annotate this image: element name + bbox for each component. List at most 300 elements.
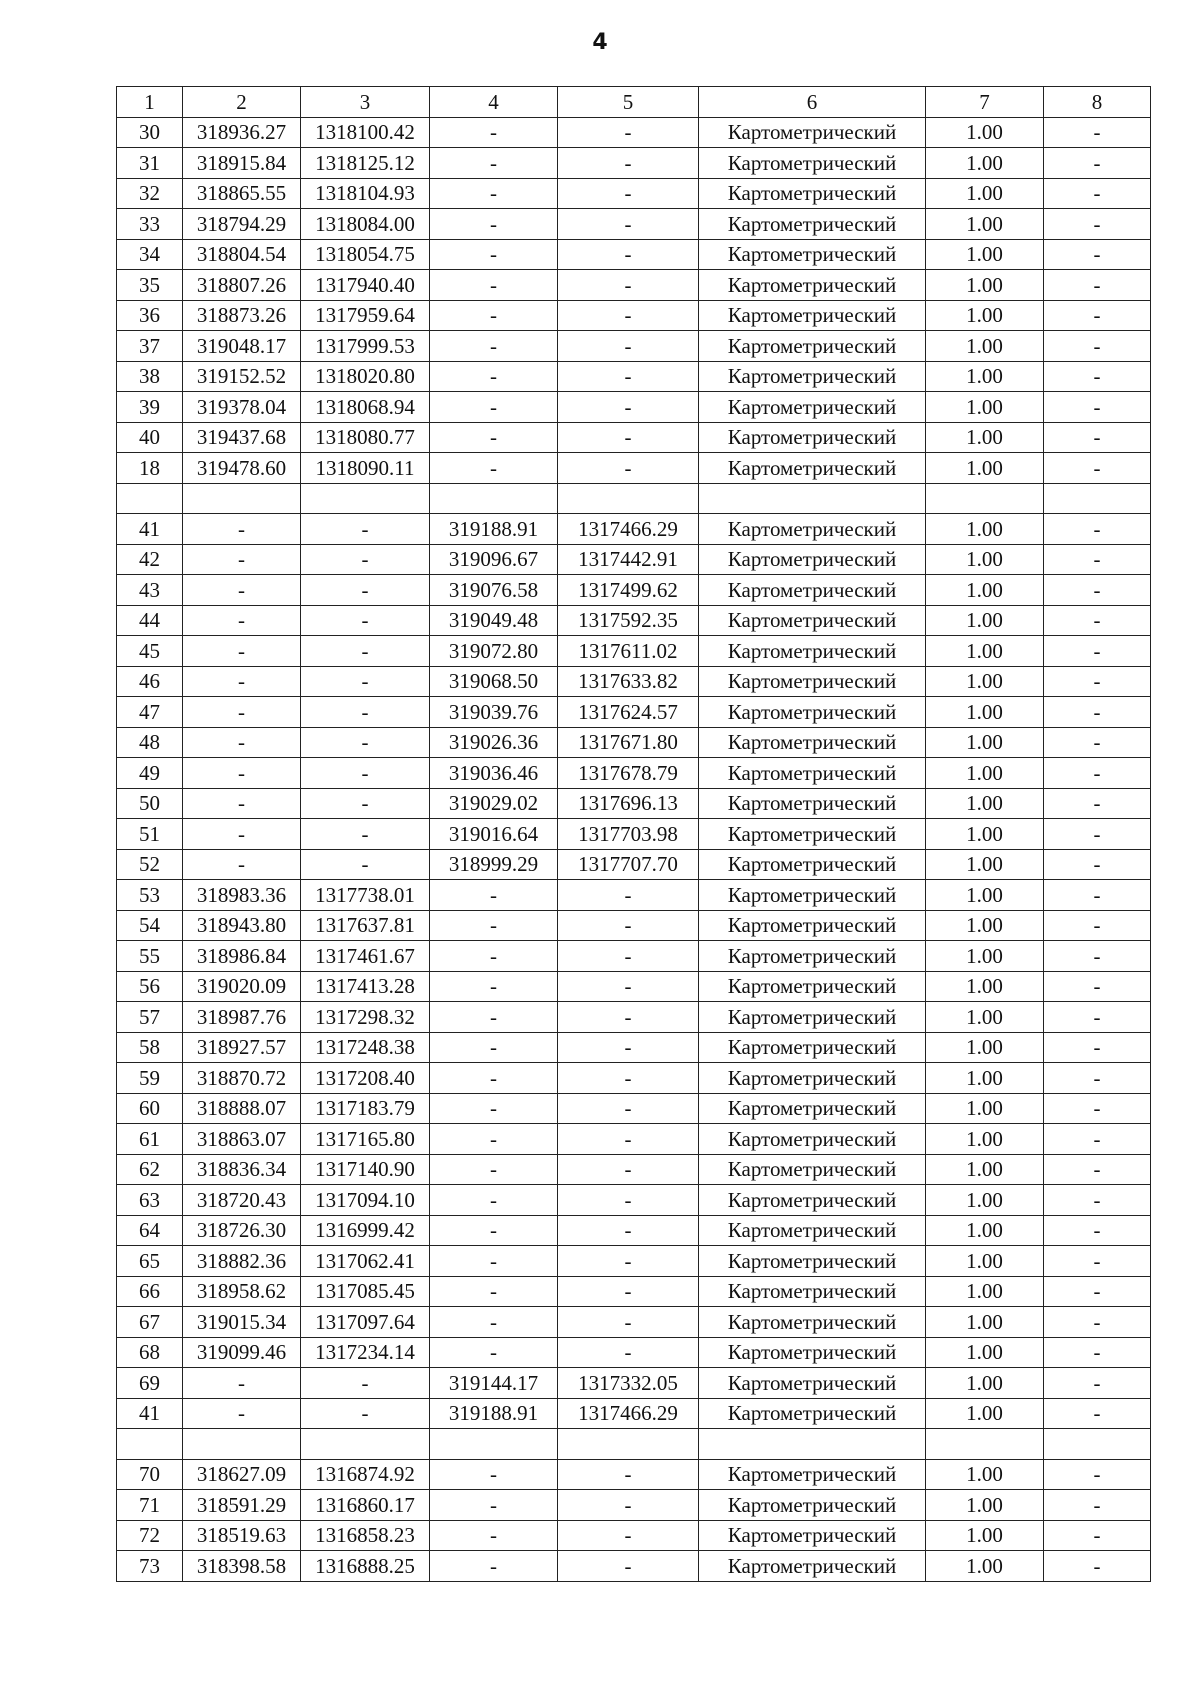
table-row xyxy=(117,1520,1151,1551)
table-cell xyxy=(183,483,301,514)
table-cell: 319096.67 xyxy=(430,544,558,575)
table-cell: - xyxy=(430,1032,558,1063)
table-cell xyxy=(301,483,430,514)
table-cell: 1.00 xyxy=(926,1307,1044,1338)
table-row xyxy=(117,1337,1151,1368)
table-cell: 1.00 xyxy=(926,1551,1044,1582)
table-cell: Картометрический xyxy=(699,1398,926,1429)
table-cell: - xyxy=(558,1551,699,1582)
table-cell: 1317707.70 xyxy=(558,849,699,880)
table-row xyxy=(117,758,1151,789)
table-cell: - xyxy=(183,605,301,636)
table-cell: - xyxy=(301,1368,430,1399)
table-cell: 1318020.80 xyxy=(301,361,430,392)
table-cell: 1317592.35 xyxy=(558,605,699,636)
table-cell: - xyxy=(430,941,558,972)
table-cell: - xyxy=(1044,666,1151,697)
table-cell: 1.00 xyxy=(926,1368,1044,1399)
table-cell: 1318054.75 xyxy=(301,239,430,270)
table-cell: 318627.09 xyxy=(183,1459,301,1490)
table-cell: 52 xyxy=(117,849,183,880)
table-cell: - xyxy=(301,1398,430,1429)
table-row xyxy=(117,880,1151,911)
table-row xyxy=(117,1246,1151,1277)
table-row xyxy=(117,727,1151,758)
table-cell: - xyxy=(430,1520,558,1551)
table-cell: - xyxy=(430,1215,558,1246)
table-cell xyxy=(1044,483,1151,514)
coordinates-table xyxy=(116,86,1151,1582)
table-cell: 1.00 xyxy=(926,453,1044,484)
table-cell: - xyxy=(430,1307,558,1338)
table-cell: - xyxy=(558,270,699,301)
table-cell: Картометрический xyxy=(699,117,926,148)
table-cell: Картометрический xyxy=(699,727,926,758)
table-cell: - xyxy=(1044,1490,1151,1521)
table-cell: 45 xyxy=(117,636,183,667)
table-cell: - xyxy=(1044,514,1151,545)
table-cell: 1.00 xyxy=(926,1215,1044,1246)
table-cell: 1318084.00 xyxy=(301,209,430,240)
table-row xyxy=(117,1368,1151,1399)
table-cell xyxy=(117,483,183,514)
table-cell: - xyxy=(558,1246,699,1277)
table-cell: - xyxy=(430,1276,558,1307)
table-cell: - xyxy=(183,819,301,850)
table-cell: 1317738.01 xyxy=(301,880,430,911)
table-cell: Картометрический xyxy=(699,1246,926,1277)
table-cell: - xyxy=(1044,1398,1151,1429)
table-cell: 59 xyxy=(117,1063,183,1094)
table-cell: 318519.63 xyxy=(183,1520,301,1551)
table-cell: 319048.17 xyxy=(183,331,301,362)
table-cell: 1317183.79 xyxy=(301,1093,430,1124)
table-cell: Картометрический xyxy=(699,178,926,209)
table-row xyxy=(117,1154,1151,1185)
table-cell: 1.00 xyxy=(926,636,1044,667)
table-cell: - xyxy=(430,1551,558,1582)
table-cell: 1317940.40 xyxy=(301,270,430,301)
header-cell: 3 xyxy=(301,87,430,118)
table-cell: - xyxy=(1044,453,1151,484)
table-cell: 72 xyxy=(117,1520,183,1551)
table-cell: - xyxy=(301,819,430,850)
table-cell: - xyxy=(1044,331,1151,362)
table-cell: - xyxy=(430,1124,558,1155)
table-cell: 1.00 xyxy=(926,1154,1044,1185)
table-row xyxy=(117,1002,1151,1033)
table-cell xyxy=(301,1429,430,1460)
table-cell xyxy=(117,1429,183,1460)
table-cell: - xyxy=(1044,270,1151,301)
table-row xyxy=(117,697,1151,728)
table-cell: - xyxy=(558,880,699,911)
table-cell: Картометрический xyxy=(699,1093,926,1124)
table-cell: 319378.04 xyxy=(183,392,301,423)
table-cell: 319144.17 xyxy=(430,1368,558,1399)
table-cell: 1.00 xyxy=(926,788,1044,819)
table-cell: - xyxy=(301,727,430,758)
table-cell: - xyxy=(430,1246,558,1277)
table-cell: - xyxy=(558,971,699,1002)
table-cell: Картометрический xyxy=(699,1276,926,1307)
table-cell: 61 xyxy=(117,1124,183,1155)
table-cell: Картометрический xyxy=(699,575,926,606)
table-cell: 70 xyxy=(117,1459,183,1490)
table-cell: 319029.02 xyxy=(430,788,558,819)
table-cell: - xyxy=(183,575,301,606)
table-cell: 319039.76 xyxy=(430,697,558,728)
table-cell: 1317959.64 xyxy=(301,300,430,331)
table-cell: - xyxy=(301,849,430,880)
table-cell: 1.00 xyxy=(926,941,1044,972)
table-cell: - xyxy=(558,1307,699,1338)
table-cell: - xyxy=(1044,209,1151,240)
table-cell: 1318125.12 xyxy=(301,148,430,179)
table-cell: 1.00 xyxy=(926,880,1044,911)
table-cell: 318927.57 xyxy=(183,1032,301,1063)
table-cell: - xyxy=(1044,239,1151,270)
table-cell: 1.00 xyxy=(926,209,1044,240)
table-cell: - xyxy=(430,239,558,270)
table-row xyxy=(117,1551,1151,1582)
header-cell: 8 xyxy=(1044,87,1151,118)
table-row xyxy=(117,117,1151,148)
table-cell: - xyxy=(558,453,699,484)
table-cell: 1317234.14 xyxy=(301,1337,430,1368)
table-cell: Картометрический xyxy=(699,1490,926,1521)
table-cell xyxy=(558,1429,699,1460)
table-cell: Картометрический xyxy=(699,1185,926,1216)
table-cell: 1.00 xyxy=(926,1032,1044,1063)
table-cell: - xyxy=(558,117,699,148)
table-cell: - xyxy=(301,666,430,697)
table-cell: 1317611.02 xyxy=(558,636,699,667)
table-cell xyxy=(699,1429,926,1460)
table-cell: - xyxy=(430,453,558,484)
table-cell: 64 xyxy=(117,1215,183,1246)
table-cell: - xyxy=(183,788,301,819)
table-cell: 1.00 xyxy=(926,605,1044,636)
table-cell: 1317461.67 xyxy=(301,941,430,972)
table-cell: 319152.52 xyxy=(183,361,301,392)
table-cell: - xyxy=(1044,361,1151,392)
table-cell: - xyxy=(430,209,558,240)
separator-row xyxy=(117,483,1151,514)
header-row xyxy=(117,87,1151,118)
table-cell: - xyxy=(1044,544,1151,575)
table-cell: - xyxy=(558,209,699,240)
table-cell: - xyxy=(1044,1063,1151,1094)
table-cell: Картометрический xyxy=(699,514,926,545)
table-row xyxy=(117,1032,1151,1063)
table-cell: - xyxy=(1044,575,1151,606)
table-cell: Картометрический xyxy=(699,941,926,972)
table-cell: 319015.34 xyxy=(183,1307,301,1338)
table-cell: - xyxy=(558,148,699,179)
table-row xyxy=(117,575,1151,606)
table-cell: 318591.29 xyxy=(183,1490,301,1521)
table-cell: 1.00 xyxy=(926,971,1044,1002)
table-row xyxy=(117,788,1151,819)
table-cell: 39 xyxy=(117,392,183,423)
table-cell: - xyxy=(558,361,699,392)
table-cell: - xyxy=(430,361,558,392)
table-cell: - xyxy=(1044,1459,1151,1490)
table-cell: - xyxy=(1044,178,1151,209)
table-cell: 1317696.13 xyxy=(558,788,699,819)
table-cell: Картометрический xyxy=(699,1215,926,1246)
table-cell: 1317466.29 xyxy=(558,1398,699,1429)
table-cell: 1.00 xyxy=(926,117,1044,148)
table-cell: 318882.36 xyxy=(183,1246,301,1277)
table-cell: 1317248.38 xyxy=(301,1032,430,1063)
table-cell: - xyxy=(301,697,430,728)
table-row xyxy=(117,239,1151,270)
table-cell: 42 xyxy=(117,544,183,575)
table-cell: 1.00 xyxy=(926,270,1044,301)
table-cell xyxy=(1044,1429,1151,1460)
table-cell: Картометрический xyxy=(699,1337,926,1368)
table-cell: 1.00 xyxy=(926,910,1044,941)
table-cell: - xyxy=(558,1337,699,1368)
table-cell: - xyxy=(430,300,558,331)
table-cell: 56 xyxy=(117,971,183,1002)
table-cell: 1.00 xyxy=(926,1337,1044,1368)
table-cell: - xyxy=(430,880,558,911)
table-cell: 319188.91 xyxy=(430,1398,558,1429)
table-header xyxy=(117,87,1151,118)
table-cell: Картометрический xyxy=(699,666,926,697)
table-cell: Картометрический xyxy=(699,270,926,301)
table-cell: 73 xyxy=(117,1551,183,1582)
table-cell: - xyxy=(558,1154,699,1185)
table-cell: - xyxy=(1044,392,1151,423)
table-row xyxy=(117,1185,1151,1216)
table-cell: - xyxy=(301,514,430,545)
table-cell: 53 xyxy=(117,880,183,911)
table-row xyxy=(117,1307,1151,1338)
table-cell: - xyxy=(430,971,558,1002)
table-cell: - xyxy=(430,148,558,179)
table-cell: Картометрический xyxy=(699,148,926,179)
table-cell: 319020.09 xyxy=(183,971,301,1002)
table-cell: - xyxy=(1044,300,1151,331)
table-cell: 318726.30 xyxy=(183,1215,301,1246)
table-cell: Картометрический xyxy=(699,239,926,270)
table-cell: - xyxy=(1044,697,1151,728)
table-cell: 47 xyxy=(117,697,183,728)
table-cell: 41 xyxy=(117,514,183,545)
table-cell: 1318080.77 xyxy=(301,422,430,453)
table-cell: - xyxy=(1044,1124,1151,1155)
table-cell: 1318100.42 xyxy=(301,117,430,148)
table-cell: Картометрический xyxy=(699,1002,926,1033)
table-row xyxy=(117,849,1151,880)
table-row xyxy=(117,178,1151,209)
table-cell: - xyxy=(183,697,301,728)
table-cell: 318943.80 xyxy=(183,910,301,941)
table-cell: - xyxy=(1044,971,1151,1002)
table-cell: - xyxy=(301,788,430,819)
table-row xyxy=(117,209,1151,240)
table-cell: 318936.27 xyxy=(183,117,301,148)
table-cell: 1.00 xyxy=(926,819,1044,850)
table-cell: - xyxy=(1044,1032,1151,1063)
table-cell: 31 xyxy=(117,148,183,179)
table-row xyxy=(117,1276,1151,1307)
table-cell: - xyxy=(558,1093,699,1124)
table-cell: - xyxy=(1044,1307,1151,1338)
table-cell: 1.00 xyxy=(926,300,1044,331)
table-cell: 1317165.80 xyxy=(301,1124,430,1155)
table-cell: 318836.34 xyxy=(183,1154,301,1185)
table-cell: 43 xyxy=(117,575,183,606)
table-cell: 1317413.28 xyxy=(301,971,430,1002)
table-cell: - xyxy=(558,300,699,331)
table-cell: - xyxy=(183,727,301,758)
table-cell: Картометрический xyxy=(699,1520,926,1551)
table-cell: 318804.54 xyxy=(183,239,301,270)
table-row xyxy=(117,453,1151,484)
table-cell: 44 xyxy=(117,605,183,636)
table-cell: - xyxy=(558,1520,699,1551)
table-cell: - xyxy=(301,758,430,789)
table-cell: 319076.58 xyxy=(430,575,558,606)
table-cell: 1317094.10 xyxy=(301,1185,430,1216)
table-cell: Картометрический xyxy=(699,1368,926,1399)
table-cell: 1317999.53 xyxy=(301,331,430,362)
table-cell: - xyxy=(1044,605,1151,636)
table-cell: 1.00 xyxy=(926,1185,1044,1216)
table-row xyxy=(117,910,1151,941)
table-cell: 46 xyxy=(117,666,183,697)
table-cell xyxy=(699,483,926,514)
table-cell: - xyxy=(558,1185,699,1216)
table-cell: - xyxy=(1044,1368,1151,1399)
table-cell: 1.00 xyxy=(926,148,1044,179)
table-cell: 319072.80 xyxy=(430,636,558,667)
table-cell: 318873.26 xyxy=(183,300,301,331)
table-row xyxy=(117,331,1151,362)
table-cell: - xyxy=(430,1459,558,1490)
table-cell: 1317703.98 xyxy=(558,819,699,850)
table-cell: 1317332.05 xyxy=(558,1368,699,1399)
table-cell: - xyxy=(1044,941,1151,972)
table-row xyxy=(117,270,1151,301)
table-cell: Картометрический xyxy=(699,1459,926,1490)
header-cell: 2 xyxy=(183,87,301,118)
table-cell: 51 xyxy=(117,819,183,850)
table-cell: - xyxy=(558,331,699,362)
table-cell: 319016.64 xyxy=(430,819,558,850)
table-cell: 1.00 xyxy=(926,1520,1044,1551)
table-cell: Картометрический xyxy=(699,1032,926,1063)
separator-row xyxy=(117,1429,1151,1460)
table-cell: - xyxy=(430,1002,558,1033)
table-cell: 319036.46 xyxy=(430,758,558,789)
table-cell: 1317442.91 xyxy=(558,544,699,575)
table-row xyxy=(117,392,1151,423)
table-cell: 36 xyxy=(117,300,183,331)
page-number: 4 xyxy=(592,30,608,55)
table-cell: 18 xyxy=(117,453,183,484)
table-cell: 67 xyxy=(117,1307,183,1338)
table-cell: 1.00 xyxy=(926,1398,1044,1429)
table-cell: 57 xyxy=(117,1002,183,1033)
table-cell: Картометрический xyxy=(699,422,926,453)
table-cell: - xyxy=(183,666,301,697)
table-cell: 1.00 xyxy=(926,1490,1044,1521)
table-cell: 1316999.42 xyxy=(301,1215,430,1246)
table-cell: 318888.07 xyxy=(183,1093,301,1124)
table-row xyxy=(117,636,1151,667)
table-cell: - xyxy=(558,1490,699,1521)
table-cell: 1.00 xyxy=(926,1093,1044,1124)
table-cell: - xyxy=(301,605,430,636)
table-row xyxy=(117,1398,1151,1429)
table-cell: Картометрический xyxy=(699,1551,926,1582)
header-cell: 4 xyxy=(430,87,558,118)
table-cell: Картометрический xyxy=(699,1124,926,1155)
table-cell xyxy=(430,483,558,514)
table-cell: - xyxy=(183,636,301,667)
table-cell: - xyxy=(430,117,558,148)
table-cell: - xyxy=(1044,1215,1151,1246)
table-cell: 1316860.17 xyxy=(301,1490,430,1521)
table-cell: - xyxy=(558,1276,699,1307)
table-cell: 49 xyxy=(117,758,183,789)
table-row xyxy=(117,605,1151,636)
table-cell: 1317499.62 xyxy=(558,575,699,606)
table-row xyxy=(117,1459,1151,1490)
table-cell: 37 xyxy=(117,331,183,362)
table-cell: 1317140.90 xyxy=(301,1154,430,1185)
table-row xyxy=(117,819,1151,850)
table-cell: - xyxy=(558,392,699,423)
table-cell: 1316874.92 xyxy=(301,1459,430,1490)
table-cell: 1317062.41 xyxy=(301,1246,430,1277)
table-cell: - xyxy=(558,178,699,209)
table-cell: - xyxy=(430,178,558,209)
table-cell: 1316858.23 xyxy=(301,1520,430,1551)
table-cell: 1317671.80 xyxy=(558,727,699,758)
table-cell: - xyxy=(301,575,430,606)
table-cell xyxy=(926,483,1044,514)
table-cell: 1317633.82 xyxy=(558,666,699,697)
table-cell: Картометрический xyxy=(699,300,926,331)
table-cell: Картометрический xyxy=(699,910,926,941)
table-cell: 318987.76 xyxy=(183,1002,301,1033)
table-cell: Картометрический xyxy=(699,758,926,789)
table-cell: 1317085.45 xyxy=(301,1276,430,1307)
table-cell: - xyxy=(1044,117,1151,148)
table-cell: 1318090.11 xyxy=(301,453,430,484)
table-cell: - xyxy=(1044,849,1151,880)
table-cell: - xyxy=(558,1215,699,1246)
table-cell: Картометрический xyxy=(699,453,926,484)
table-row xyxy=(117,514,1151,545)
table-cell: - xyxy=(558,1063,699,1094)
table-cell: - xyxy=(430,1185,558,1216)
table-cell: 319049.48 xyxy=(430,605,558,636)
table-row xyxy=(117,971,1151,1002)
table-cell: - xyxy=(430,910,558,941)
table-cell: 50 xyxy=(117,788,183,819)
table-cell: 318983.36 xyxy=(183,880,301,911)
table-cell: 319068.50 xyxy=(430,666,558,697)
table-cell: - xyxy=(430,1337,558,1368)
